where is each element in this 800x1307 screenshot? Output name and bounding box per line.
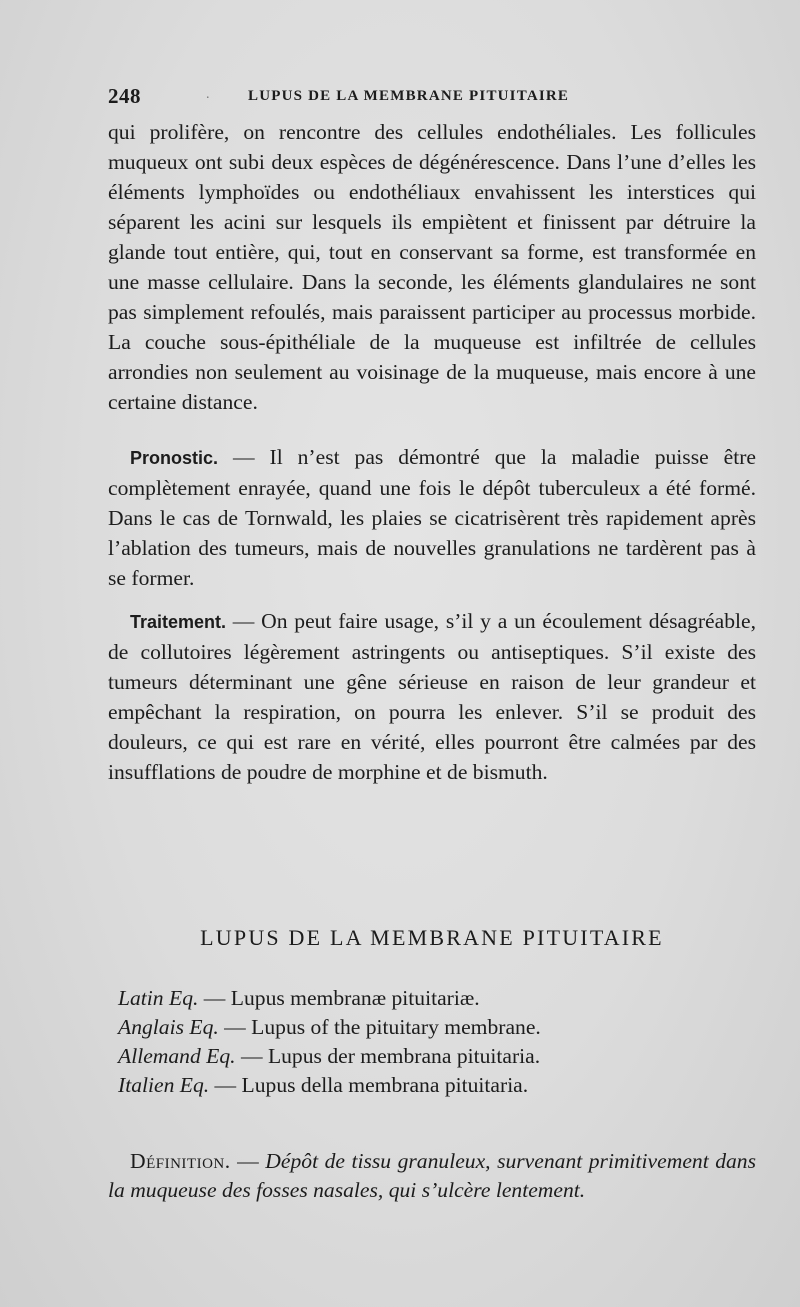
equivalent-language: Italien Eq. <box>118 1073 210 1097</box>
equivalent-language: Latin Eq. <box>118 986 199 1010</box>
equivalent-allemand <box>118 1042 738 1071</box>
equivalent-text: — Lupus der membrana pituitaria. <box>235 1044 541 1068</box>
body-text <box>108 117 756 787</box>
running-title: LUPUS DE LA MEMBRANE PITUITAIRE <box>248 88 570 104</box>
pronostic-text: — Il n’est pas démontré que la maladie puisse être complètement enrayée, quand une fois le dépôt tuberculeux a été formé. Dans le cas de Tornwald, les plaies se cicatrisèrent très rapidement après l’ablation des tumeurs, mais de nouvelles granulations ne tardèrent pas à se former. <box>108 445 756 590</box>
definition-paragraph <box>108 1147 756 1205</box>
paragraph-traitement <box>108 606 756 787</box>
equivalent-italien <box>118 1071 738 1100</box>
equivalent-language: Anglais Eq. <box>118 1015 219 1039</box>
traitement-text: — On peut faire usage, s’il y a un écoulement désagréable, de collutoires légèrement astringents ou antiseptiques. S’il existe des tumeurs déterminant une gêne sérieuse en raison de leur grandeur et empêchant la respiration, on pourra les enlever. S’il se produit des douleurs, ce qui est rare en vérité, elles pourront être calmées par des insufflations de poudre de morphine et de bismuth. <box>108 609 756 784</box>
paragraph-continuation: qui prolifère, on rencontre des cellules endothéliales. Les follicules muqueux ont subi deux espèces de dégénérescence. Dans l’une d’elles les éléments lymphoïdes ou endothéliaux envahissent les interstices qui séparent les acini sur lesquels ils empiètent et finissent par détruire la glande tout entière, qui, tout en conservant sa forme, est transformée en une masse cellulaire. Dans la seconde, les éléments glandulaires ne sont pas simplement refoulés, mais paraissent participer au processus morbide. La couche sous-épithéliale de la muqueuse est infiltrée de cellules arrondies non seulement au voisinage de la muqueuse, mais encore à une certaine distance. <box>108 120 756 414</box>
definition-text: Dépôt de tissu granuleux, survenant primitivement dans la muqueuse des fosses nasales, qui s’ulcère lentement. <box>108 1148 757 1202</box>
equivalent-latin <box>118 984 738 1013</box>
running-header <box>108 84 754 114</box>
header-separator: . <box>206 87 210 102</box>
equivalent-anglais <box>118 1013 738 1042</box>
language-equivalents <box>118 984 738 1100</box>
equivalent-text: — Lupus of the pituitary membrane. <box>218 1015 541 1039</box>
paragraph-pronostic <box>108 442 756 593</box>
page-number: 248 <box>108 84 141 108</box>
definition-label: Définition. <box>130 1148 231 1173</box>
equivalent-text: — Lupus membranæ pituitariæ. <box>198 986 480 1010</box>
definition-dash: — <box>230 1148 266 1173</box>
pronostic-label: Pronostic. <box>130 448 219 468</box>
equivalent-text: — Lupus della membrana pituitaria. <box>209 1073 529 1097</box>
traitement-label: Traitement. <box>130 612 227 632</box>
equivalent-language: Allemand Eq. <box>118 1044 236 1068</box>
section-heading: LUPUS DE LA MEMBRANE PITUITAIRE <box>200 925 664 950</box>
